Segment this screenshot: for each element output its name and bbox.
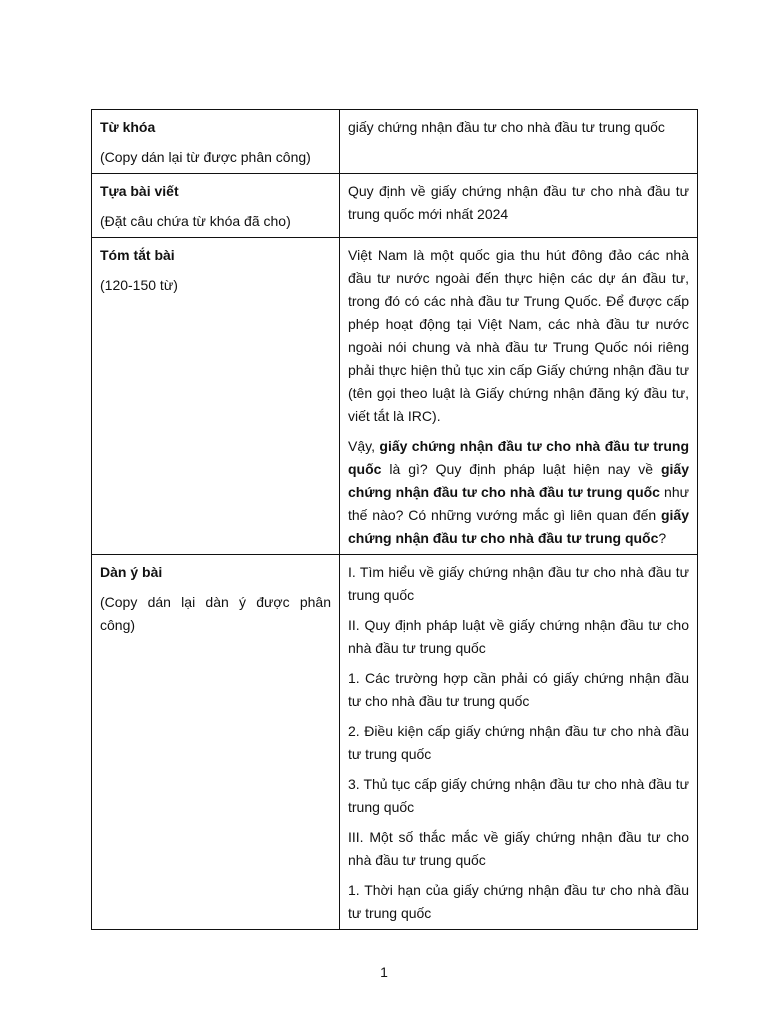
outline-note: (Copy dán lại dàn ý được phân công) xyxy=(100,594,331,633)
keyword-note: (Copy dán lại từ được phân công) xyxy=(100,149,311,165)
outline-item: I. Tìm hiểu về giấy chứng nhận đầu tư cho nhà đầu tư trung quốc xyxy=(348,564,689,603)
summary-paragraph-1: Việt Nam là một quốc gia thu hút đông đảo các nhà đầu tư nước ngoài đến thực hiện các dự án đầu tư, trong đó có các nhà đầu tư Trung Quốc. Để được cấp phép hoạt động tại Việt Nam, các nhà đầu tư nước ngoài nói chung và nhà đầu tư Trung Quốc nói riêng phải thực hiện thủ tục xin cấp Giấy chứng nhận đầu tư (tên gọi theo luật là Giấy chứng nhận đăng ký đầu tư, viết tắt là IRC). xyxy=(348,247,689,424)
outline-item: 1. Thời hạn của giấy chứng nhận đầu tư cho nhà đầu tư trung quốc xyxy=(348,882,689,921)
summary-paragraph-2 xyxy=(348,435,689,550)
summary-value-cell xyxy=(340,238,698,555)
outline-item: 1. Các trường hợp cần phải có giấy chứng nhận đầu tư cho nhà đầu tư trung quốc xyxy=(348,670,689,709)
page-number: 1 xyxy=(380,964,388,980)
outline-value-cell xyxy=(340,555,698,930)
summary-keyword-1: giấy chứng nhận đầu tư cho nhà đầu tư trung quốc xyxy=(348,438,689,477)
article-brief-table xyxy=(91,109,698,930)
keyword-label-cell xyxy=(92,110,340,174)
outline-item: III. Một số thắc mắc về giấy chứng nhận đầu tư cho nhà đầu tư trung quốc xyxy=(348,829,689,868)
article-title-value: Quy định về giấy chứng nhận đầu tư cho nhà đầu tư trung quốc mới nhất 2024 xyxy=(348,183,689,222)
summary-text-2: là gì? Quy định pháp luật hiện nay về xyxy=(381,461,661,477)
summary-text-1: Vậy, xyxy=(348,438,380,454)
title-note: (Đặt câu chứa từ khóa đã cho) xyxy=(100,213,291,229)
outline-label-cell xyxy=(92,555,340,930)
table-row-outline xyxy=(92,555,698,930)
keyword-label: Từ khóa xyxy=(100,119,156,135)
outline-item: II. Quy định pháp luật về giấy chứng nhận đầu tư cho nhà đầu tư trung quốc xyxy=(348,617,689,656)
table-row-keyword xyxy=(92,110,698,174)
table-row-title xyxy=(92,174,698,238)
outline-item: 3. Thủ tục cấp giấy chứng nhận đầu tư cho nhà đầu tư trung quốc xyxy=(348,776,689,815)
keyword-value: giấy chứng nhận đầu tư cho nhà đầu tư trung quốc xyxy=(348,119,665,135)
keyword-value-cell xyxy=(340,110,698,174)
summary-label-cell xyxy=(92,238,340,555)
title-label-cell xyxy=(92,174,340,238)
title-label: Tựa bài viết xyxy=(100,183,179,199)
summary-text-4: ? xyxy=(658,530,667,546)
summary-text-3: như thế nào? Có những vướng mắc gì liên quan đến xyxy=(348,484,689,523)
outline-label: Dàn ý bài xyxy=(100,564,163,580)
summary-note: (120-150 từ) xyxy=(100,277,178,293)
summary-keyword-2: giấy chứng nhận đầu tư cho nhà đầu tư trung quốc xyxy=(348,461,689,500)
title-value-cell xyxy=(340,174,698,238)
summary-label: Tóm tắt bài xyxy=(100,247,175,263)
summary-keyword-3: giấy chứng nhận đầu tư cho nhà đầu tư trung quốc xyxy=(348,507,689,546)
outline-item: 2. Điều kiện cấp giấy chứng nhận đầu tư cho nhà đầu tư trung quốc xyxy=(348,723,689,762)
table-row-summary xyxy=(92,238,698,555)
